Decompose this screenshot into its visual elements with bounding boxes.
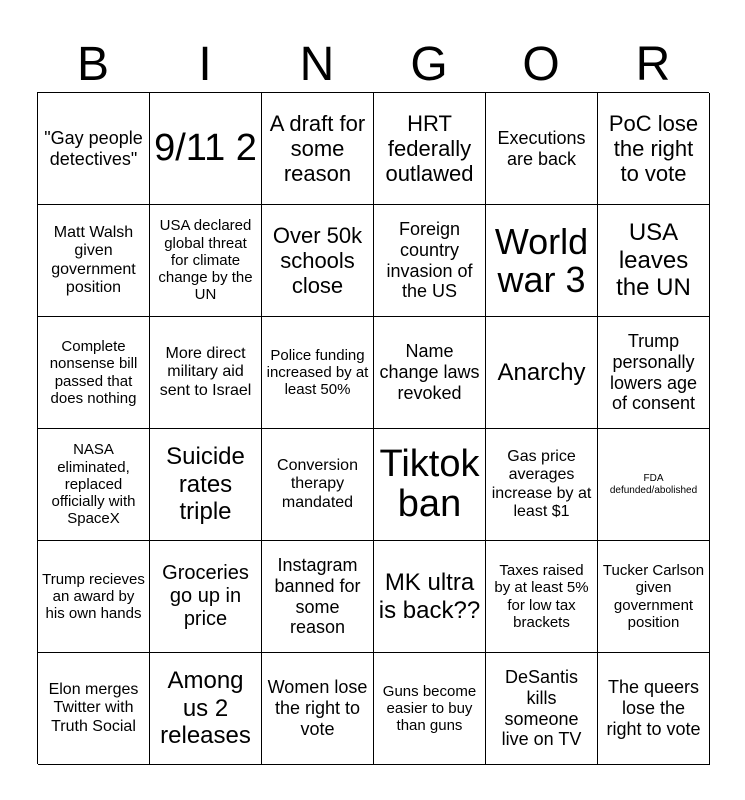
- bingo-cell[interactable]: Anarchy: [486, 317, 598, 429]
- bingo-cell[interactable]: Tucker Carlson given government position: [598, 541, 710, 653]
- bingo-cell[interactable]: USA declared global threat for climate change by the UN: [150, 205, 262, 317]
- bingo-cell[interactable]: Foreign country invasion of the US: [374, 205, 486, 317]
- bingo-cell[interactable]: Groceries go up in price: [150, 541, 262, 653]
- bingo-header: [37, 38, 709, 92]
- bingo-cell[interactable]: The queers lose the right to vote: [598, 653, 710, 765]
- bingo-cell[interactable]: Matt Walsh given government position: [38, 205, 150, 317]
- header-letter-o: O: [522, 38, 560, 91]
- header-letter-g: G: [410, 38, 448, 91]
- bingo-cell[interactable]: Taxes raised by at least 5% for low tax brackets: [486, 541, 598, 653]
- bingo-cell[interactable]: 9/11 2: [150, 93, 262, 205]
- bingo-cell[interactable]: Guns become easier to buy than guns: [374, 653, 486, 765]
- bingo-cell[interactable]: Trump recieves an award by his own hands: [38, 541, 150, 653]
- bingo-cell[interactable]: "Gay people detectives": [38, 93, 150, 205]
- bingo-cell[interactable]: World war 3: [486, 205, 598, 317]
- bingo-cell[interactable]: Instagram banned for some reason: [262, 541, 374, 653]
- bingo-cell[interactable]: Complete nonsense bill passed that does nothing: [38, 317, 150, 429]
- bingo-cell[interactable]: Gas price averages increase by at least $1: [486, 429, 598, 541]
- bingo-cell[interactable]: DeSantis kills someone live on TV: [486, 653, 598, 765]
- header-letter-n: N: [299, 38, 335, 91]
- bingo-grid: [37, 92, 709, 764]
- bingo-cell[interactable]: Elon merges Twitter with Truth Social: [38, 653, 150, 765]
- bingo-cell[interactable]: Police funding increased by at least 50%: [262, 317, 374, 429]
- bingo-cell[interactable]: Conversion therapy mandated: [262, 429, 374, 541]
- bingo-cell[interactable]: Suicide rates triple: [150, 429, 262, 541]
- bingo-cell[interactable]: FDA defunded/abolished: [598, 429, 710, 541]
- header-letter-r: R: [635, 38, 671, 91]
- bingo-cell[interactable]: More direct military aid sent to Israel: [150, 317, 262, 429]
- bingo-cell[interactable]: Executions are back: [486, 93, 598, 205]
- bingo-cell[interactable]: Name change laws revoked: [374, 317, 486, 429]
- header-letter-i: I: [198, 38, 212, 91]
- bingo-cell[interactable]: HRT federally outlawed: [374, 93, 486, 205]
- bingo-cell[interactable]: USA leaves the UN: [598, 205, 710, 317]
- bingo-cell[interactable]: NASA eliminated, replaced officially with SpaceX: [38, 429, 150, 541]
- bingo-cell[interactable]: Among us 2 releases: [150, 653, 262, 765]
- bingo-cell[interactable]: Trump personally lowers age of consent: [598, 317, 710, 429]
- bingo-cell[interactable]: PoC lose the right to vote: [598, 93, 710, 205]
- bingo-cell[interactable]: Over 50k schools close: [262, 205, 374, 317]
- bingo-cell[interactable]: MK ultra is back??: [374, 541, 486, 653]
- bingo-cell[interactable]: Women lose the right to vote: [262, 653, 374, 765]
- header-letter-b: B: [76, 38, 109, 91]
- bingo-cell[interactable]: A draft for some reason: [262, 93, 374, 205]
- bingo-cell[interactable]: Tiktok ban: [374, 429, 486, 541]
